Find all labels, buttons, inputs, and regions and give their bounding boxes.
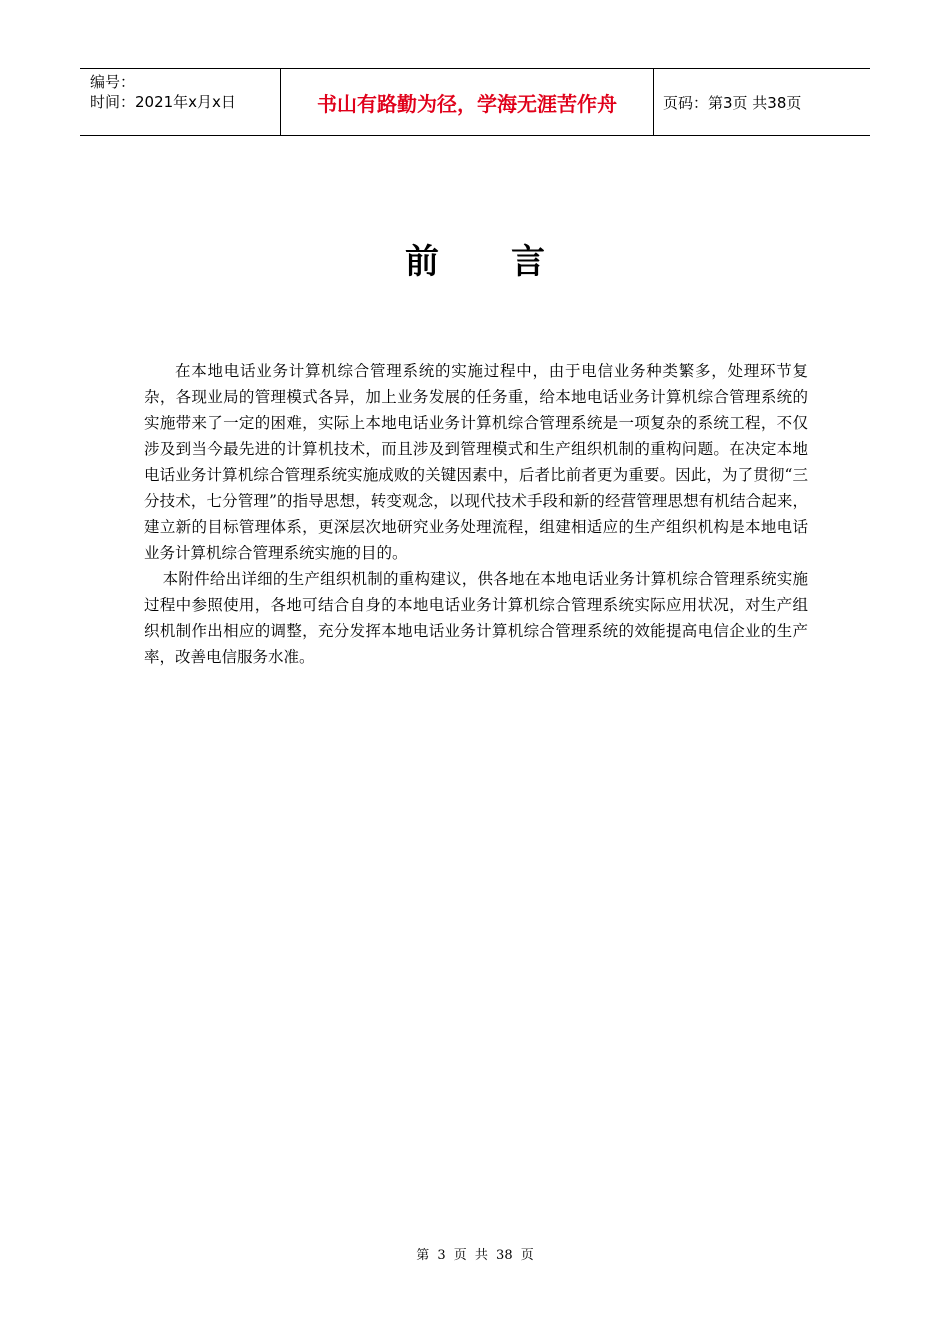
body-text	[144, 358, 808, 670]
page-title-char-2: 言	[511, 242, 545, 282]
serial-label: 编号：	[90, 73, 136, 91]
paragraph-2: 本附件给出详细的生产组织机制的重构建议，供各地在本地电话业务计算机综合管理系统实施过程中参照使用，各地可结合自身的本地电话业务计算机综合管理系统实际应用状况，对生产组织机制作出相应的调整，充分发挥本地电话业务计算机综合管理系统的效能提高电信企业的生产率，改善电信服务水准。	[144, 570, 808, 666]
header-meta-cell	[80, 69, 281, 135]
motto-cell	[281, 69, 654, 135]
page-title-char-1: 前	[405, 242, 439, 282]
date-line: 时间：2021年x月x日	[90, 93, 236, 111]
paragraph-1: 在本地电话业务计算机综合管理系统的实施过程中，由于电信业务种类繁多，处理环节复杂，各现业局的管理模式各异，加上业务发展的任务重，给本地电话业务计算机综合管理系统的实施带来了一定的困难，实际上本地电话业务计算机综合管理系统是一项复杂的系统工程，不仅涉及到当今最先进的计算机技术，而且涉及到管理模式和生产组织机制的重构问题。在决定本地电话业务计算机综合管理系统实施成败的关键因素中，后者比前者更为重要。因此，为了贯彻“三分技术，七分管理”的指导思想，转变观念，以现代技术手段和新的经营管理思想有机结合起来，建立新的目标管理体系，更深层次地研究业务处理流程，组建相适应的生产组织机构是本地电话业务计算机综合管理系统实施的目的。	[144, 362, 808, 562]
header-table	[80, 68, 870, 136]
page-info-cell	[654, 69, 870, 135]
motto-text: 书山有路勤为径，学海无涯苦作舟	[317, 91, 617, 116]
page-title	[0, 238, 950, 286]
page-info-text: 页码：第3页 共38页	[663, 93, 802, 112]
page-footer: 第 3 页 共 38 页	[416, 1248, 534, 1263]
